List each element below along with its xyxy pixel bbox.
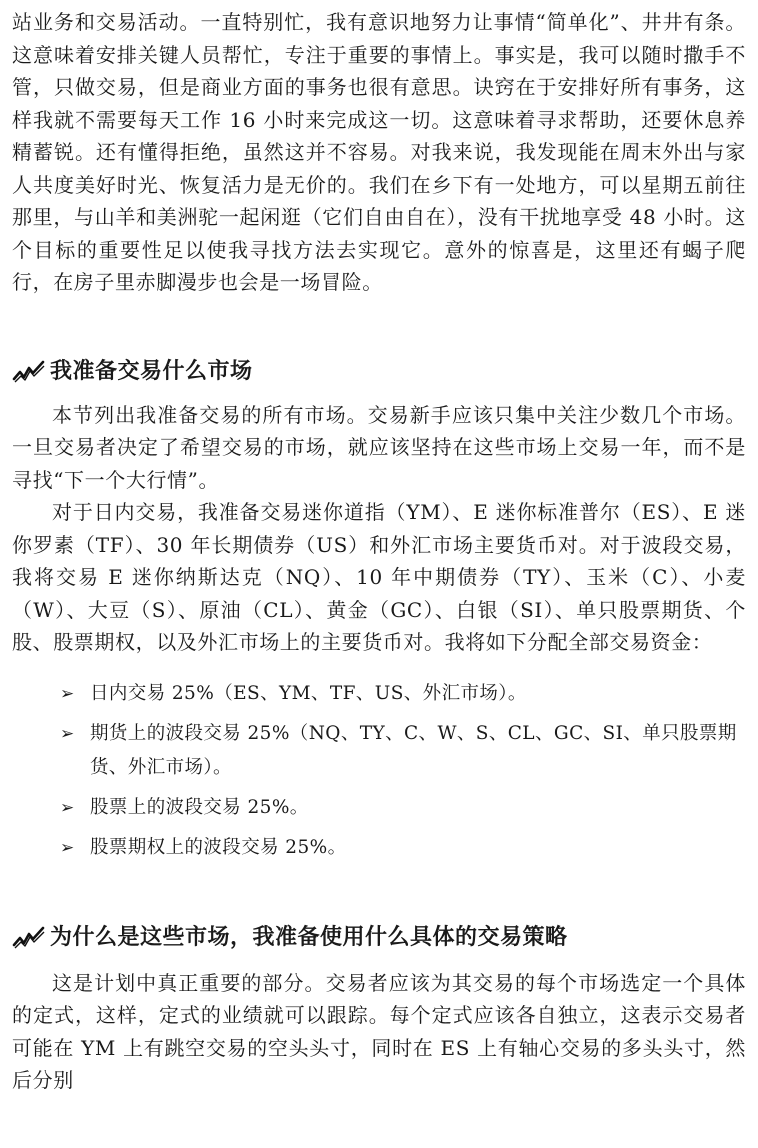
section1-paragraph-2: 对于日内交易，我准备交易迷你道指（YM）、E 迷你标准普尔（ES）、E 迷你罗素（TF）、30 年长期债券（US）和外汇市场主要货币对。对于波段交易，我将交易 E 迷你纳斯达克（NQ）、10 年中期债券（TY）、玉米（C）、小麦（W）、大豆（S）、原油（CL）、黄金（GC）、白银（SI）、单只股票期货、个股、股票期权，以及外汇市场上的主要货币对。我将如下分配全部交易资金： (12, 500, 746, 654)
allocation-list (12, 677, 746, 865)
list-item (60, 831, 746, 865)
intro-paragraph: 站业务和交易活动。一直特别忙，我有意识地努力让事情“简单化”、井井有条。这意味着安排关键人员帮忙，专注于重要的事情上。事实是，我可以随时撒手不管，只做交易，但是商业方面的事务也很有意思。诀窍在于安排好所有事务，这样我就不需要每天工作 16 小时来完成这一切。这意味着寻求帮助，还要休息养精蓄锐。还有懂得拒绝，虽然这并不容易。对我来说，我发现能在周末外出与家人共度美好时光、恢复活力是无价的。我们在乡下有一处地方，可以星期五前往那里，与山羊和美洲驼一起闲逛（它们自由自在），没有干扰地享受 48 小时。这个目标的重要性足以使我寻找方法去实现它。意外的惊喜是，这里还有蝎子爬行，在房子里赤脚漫步也会是一场冒险。 (12, 10, 746, 294)
arrow-bullet-icon: ➢ (60, 797, 75, 818)
section-heading-strategies (12, 923, 746, 953)
section1-paragraph-1: 本节列出我准备交易的所有市场。交易新手应该只集中关注少数几个市场。一旦交易者决定了希望交易的市场，就应该坚持在这些市场上交易一年，而不是寻找“下一个大行情”。 (12, 402, 746, 492)
list-item-text: 股票上的波段交易 25%。 (90, 796, 309, 818)
arrow-bullet-icon: ➢ (60, 723, 75, 744)
section2-paragraph-1: 这是计划中真正重要的部分。交易者应该为其交易的每个市场选定一个具体的定式，这样，定式的业绩就可以跟踪。每个定式应该各自独立，这表示交易者可能在 YM 上有跳空交易的空头头寸，同时在 ES 上有轴心交易的多头头寸，然后分别 (12, 970, 746, 1092)
list-item (60, 791, 746, 825)
list-item-text: 日内交易 25%（ES、YM、TF、US、外汇市场）。 (90, 682, 527, 704)
section-heading-text: 我准备交易什么市场 (50, 358, 253, 384)
arrow-bullet-icon: ➢ (60, 837, 75, 858)
trend-chart-icon (12, 925, 46, 951)
list-item (60, 677, 746, 711)
trend-chart-icon (12, 359, 46, 385)
arrow-bullet-icon: ➢ (60, 683, 75, 704)
list-item-text: 期货上的波段交易 25%（NQ、TY、C、W、S、CL、GC、SI、单只股票期货、外汇市场）。 (90, 722, 737, 778)
section-heading-text: 为什么是这些市场，我准备使用什么具体的交易策略 (50, 924, 568, 950)
list-item (60, 717, 746, 785)
section-heading-markets (12, 357, 746, 387)
list-item-text: 股票期权上的波段交易 25%。 (90, 836, 347, 858)
